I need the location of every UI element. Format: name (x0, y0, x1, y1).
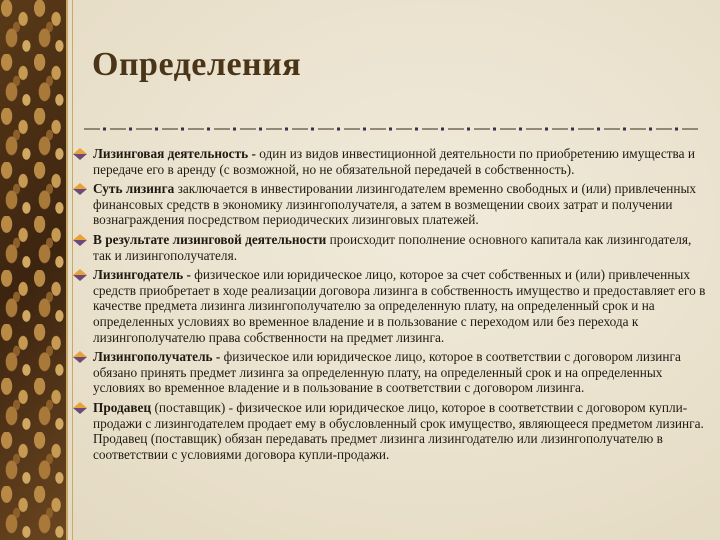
divider-dot (545, 128, 548, 131)
term: Продавец (93, 399, 152, 415)
page-title: Определения (92, 46, 302, 83)
list-item (72, 267, 712, 345)
divider-dot (363, 128, 366, 131)
bullet-icon (73, 351, 87, 363)
divider-dot (311, 128, 314, 131)
divider-dot (519, 128, 522, 131)
bullet-icon (73, 183, 87, 195)
divider-dot (129, 128, 132, 131)
bullet-icon (73, 148, 87, 160)
definition: физическое или юридическое лицо, которое в соответствии с договором лизинга обязано принять предмет лизинга за определенную плату, на определенный срок и на определенных условиях во временное владение и в пользование в соответствии с договором лизинга. (93, 349, 681, 396)
divider-dot (571, 128, 574, 131)
bullet-icon (73, 402, 87, 414)
divider-dot (415, 128, 418, 131)
definition: физическое или юридическое лицо, которое за счет собственных и (или) привлеченных средств приобретает в ходе реализации договора лизинга в собственность имущество и предоставляет его в качестве предмета лизинга лизингополучателю за определенную плату, на определенный срок и на определенных условиях во временное владение и в пользование с переходом или без перехода к лизингополучателю права собственности на предмет лизинга. (93, 267, 706, 345)
divider-dot (493, 128, 496, 131)
list-item (72, 349, 712, 396)
definition-list (72, 146, 712, 466)
divider-dot (389, 128, 392, 131)
divider-dot (285, 128, 288, 131)
divider-dot (259, 128, 262, 131)
border-line (66, 0, 68, 540)
definition: заключается в инвестировании лизингодателем временно свободных и (или) привлеченных финансовых средств в экономику лизингополучателя, а затем в возмещении своих затрат и получении вознаграждения посредством периодических лизинговых платежей. (93, 181, 697, 228)
list-item (72, 232, 712, 263)
divider-dot (675, 128, 678, 131)
divider-dot (623, 128, 626, 131)
term: Суть лизинга (93, 181, 175, 197)
divider-dot (337, 128, 340, 131)
term: Лизинговая деятельность - (93, 146, 256, 161)
list-item (72, 146, 712, 177)
definition: один из видов инвестиционной деятельности по приобретению имущества и передаче его в аренду (с возможной, но не обязательной передачей в собственность). (93, 146, 695, 177)
term: В результате лизинговой деятельности (93, 231, 327, 247)
divider-dot (441, 128, 444, 131)
definition: (поставщик) - физическое или юридическое лицо, которое в соответствии с договором купли-продажи с лизингодателем продает ему в обусловленный срок имущество, являющееся предметом лизинга. Продавец (поставщик) обязан передавать предмет лизинга лизингодателю или лизингополучателю в соответствии с условиями договора купли-продажи. (93, 399, 704, 462)
divider-dot (181, 128, 184, 131)
divider-dot (233, 128, 236, 131)
divider-dot (467, 128, 470, 131)
decorative-border (0, 0, 66, 540)
term: Лизингодатель - (93, 267, 191, 283)
divider-dot (103, 128, 106, 131)
divider-dot (155, 128, 158, 131)
definition: происходит пополнение основного капитала как лизингодателя, так и лизингополучателя. (93, 231, 692, 263)
divider-dot (207, 128, 210, 131)
term: Лизингополучатель - (93, 349, 221, 365)
divider-line (84, 124, 698, 134)
divider-dot (597, 128, 600, 131)
bullet-icon (73, 234, 87, 246)
bullet-icon (73, 269, 87, 281)
list-item (72, 181, 712, 228)
divider-dot (649, 128, 652, 131)
list-item (72, 400, 712, 462)
